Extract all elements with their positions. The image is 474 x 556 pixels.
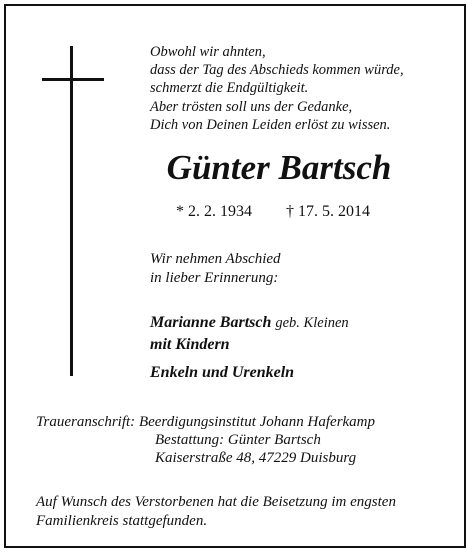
maiden-name: geb. Kleinen: [275, 315, 349, 331]
deceased-name: Günter Bartsch: [166, 148, 392, 187]
farewell-line: in lieber Erinnerung:: [150, 270, 279, 286]
mourner-line: [150, 312, 349, 334]
poem-line: Obwohl wir ahnten,: [150, 44, 266, 60]
poem-line: schmerzt die Endgültigkeit.: [150, 80, 309, 97]
poem: [150, 43, 404, 134]
mourning-address: [36, 413, 375, 467]
note-line: Familienkreis stattgefunden.: [36, 513, 208, 529]
address-line: Bestattung: Günter Bartsch: [155, 432, 321, 448]
burial-note: [36, 493, 396, 531]
poem-line: Aber trösten soll uns der Gedanke,: [150, 98, 353, 115]
mourner-grandchildren: Enkeln und Urenkeln: [150, 364, 295, 381]
birth-date: * 2. 2. 1934: [176, 203, 252, 220]
poem-line: Dich von Deinen Leiden erlöst zu wissen.: [150, 116, 391, 133]
death-date: † 17. 5. 2014: [286, 203, 370, 220]
address-line: [36, 413, 375, 431]
mourner-line: [150, 362, 349, 384]
farewell-text: [150, 250, 281, 288]
cross-horizontal-bar: [42, 78, 104, 81]
address-text: Beerdigungsinstitut Johann Haferkamp: [138, 414, 376, 430]
mourner-name: Marianne Bartsch: [150, 314, 272, 331]
mourner-children: mit Kindern: [150, 336, 230, 353]
note-line: Auf Wunsch des Verstorbenen hat die Beisetzung im engsten: [36, 494, 396, 510]
poem-line: dass der Tag des Abschieds kommen würde,: [150, 62, 404, 79]
mourner-line: [150, 334, 349, 356]
address-line: Kaiserstraße 48, 47229 Duisburg: [155, 450, 357, 466]
cross-vertical-bar: [70, 46, 73, 376]
mourners: [150, 312, 349, 384]
farewell-line: Wir nehmen Abschied: [150, 251, 281, 267]
address-label: Traueranschrift:: [36, 414, 136, 430]
life-dates: [176, 202, 370, 222]
